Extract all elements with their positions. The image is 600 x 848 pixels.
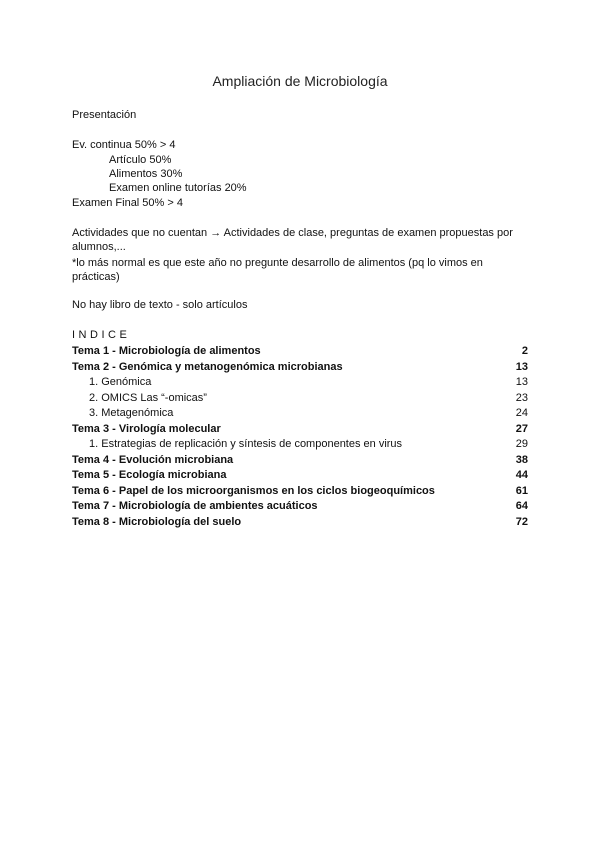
toc-row[interactable] bbox=[72, 499, 528, 515]
examen-final-line: Examen Final 50% > 4 bbox=[72, 197, 183, 209]
ev-item-alimentos: Alimentos 30% bbox=[109, 168, 183, 180]
libro-text: No hay libro de texto - solo artículos bbox=[72, 299, 248, 311]
toc-row-page: 61 bbox=[515, 484, 528, 497]
toc-row-page: 38 bbox=[515, 453, 528, 466]
toc-row-page: 23 bbox=[515, 391, 528, 404]
presentation-heading: Presentación bbox=[72, 109, 137, 121]
toc-row[interactable] bbox=[72, 453, 528, 469]
toc-row-page: 2 bbox=[521, 345, 528, 357]
toc-row[interactable] bbox=[72, 437, 528, 453]
toc-row[interactable] bbox=[72, 484, 528, 500]
toc-row-page: 72 bbox=[515, 515, 528, 528]
toc-row[interactable] bbox=[72, 468, 528, 484]
toc-row-page: 29 bbox=[515, 438, 528, 450]
toc-row-page: 13 bbox=[515, 360, 528, 373]
toc-row-label: Tema 2 - Genómica y metanogenómica microbianas bbox=[72, 360, 343, 373]
toc-row[interactable] bbox=[72, 391, 528, 407]
table-of-contents bbox=[72, 328, 528, 530]
toc-row[interactable] bbox=[72, 406, 528, 422]
ev-continua-line: Ev. continua 50% > 4 bbox=[72, 139, 176, 151]
toc-row-page: 24 bbox=[515, 407, 528, 419]
toc-row[interactable] bbox=[72, 422, 528, 438]
ev-item-examen-online: Examen online tutorías 20% bbox=[109, 182, 247, 194]
toc-row-page: 44 bbox=[515, 469, 528, 481]
toc-row-label: Tema 6 - Papel de los microorganismos en los ciclos biogeoquímicos bbox=[72, 484, 435, 497]
toc-row-label: 1. Genómica bbox=[89, 376, 152, 388]
toc-row[interactable] bbox=[72, 344, 528, 360]
toc-row-page: 27 bbox=[515, 422, 528, 435]
ev-item-articulo: Artículo 50% bbox=[109, 154, 172, 166]
toc-rows bbox=[72, 344, 528, 530]
toc-row-label: Tema 5 - Ecología microbiana bbox=[72, 469, 227, 481]
toc-row-label: 3. Metagenómica bbox=[89, 407, 174, 419]
document-title: Ampliación de Microbiología bbox=[212, 73, 388, 89]
toc-row-label: Tema 4 - Evolución microbiana bbox=[72, 453, 234, 466]
toc-row[interactable] bbox=[72, 515, 528, 531]
toc-row-label: Tema 8 - Microbiología del suelo bbox=[72, 515, 242, 528]
toc-row-label: Tema 1 - Microbiología de alimentos bbox=[72, 345, 261, 357]
toc-row-page: 64 bbox=[515, 500, 528, 512]
toc-heading: INDICE bbox=[72, 329, 131, 341]
toc-row[interactable] bbox=[72, 375, 528, 391]
toc-row-label: Tema 3 - Virología molecular bbox=[72, 422, 221, 435]
actividades-text: Actividades que no cuentan → Actividades de clase, preguntas de examen propuestas por alumnos,... bbox=[72, 227, 513, 253]
toc-row-label: 1. Estrategias de replicación y síntesis de componentes en virus bbox=[89, 438, 403, 450]
nota-text: *lo más normal es que este año no pregunte desarrollo de alimentos (pq lo vimos en prácticas) bbox=[72, 257, 483, 283]
toc-row-label: Tema 7 - Microbiología de ambientes acuáticos bbox=[72, 500, 318, 512]
toc-row-label: 2. OMICS Las “-omicas” bbox=[89, 391, 207, 404]
toc-row[interactable] bbox=[72, 360, 528, 376]
toc-row-page: 13 bbox=[515, 376, 528, 388]
